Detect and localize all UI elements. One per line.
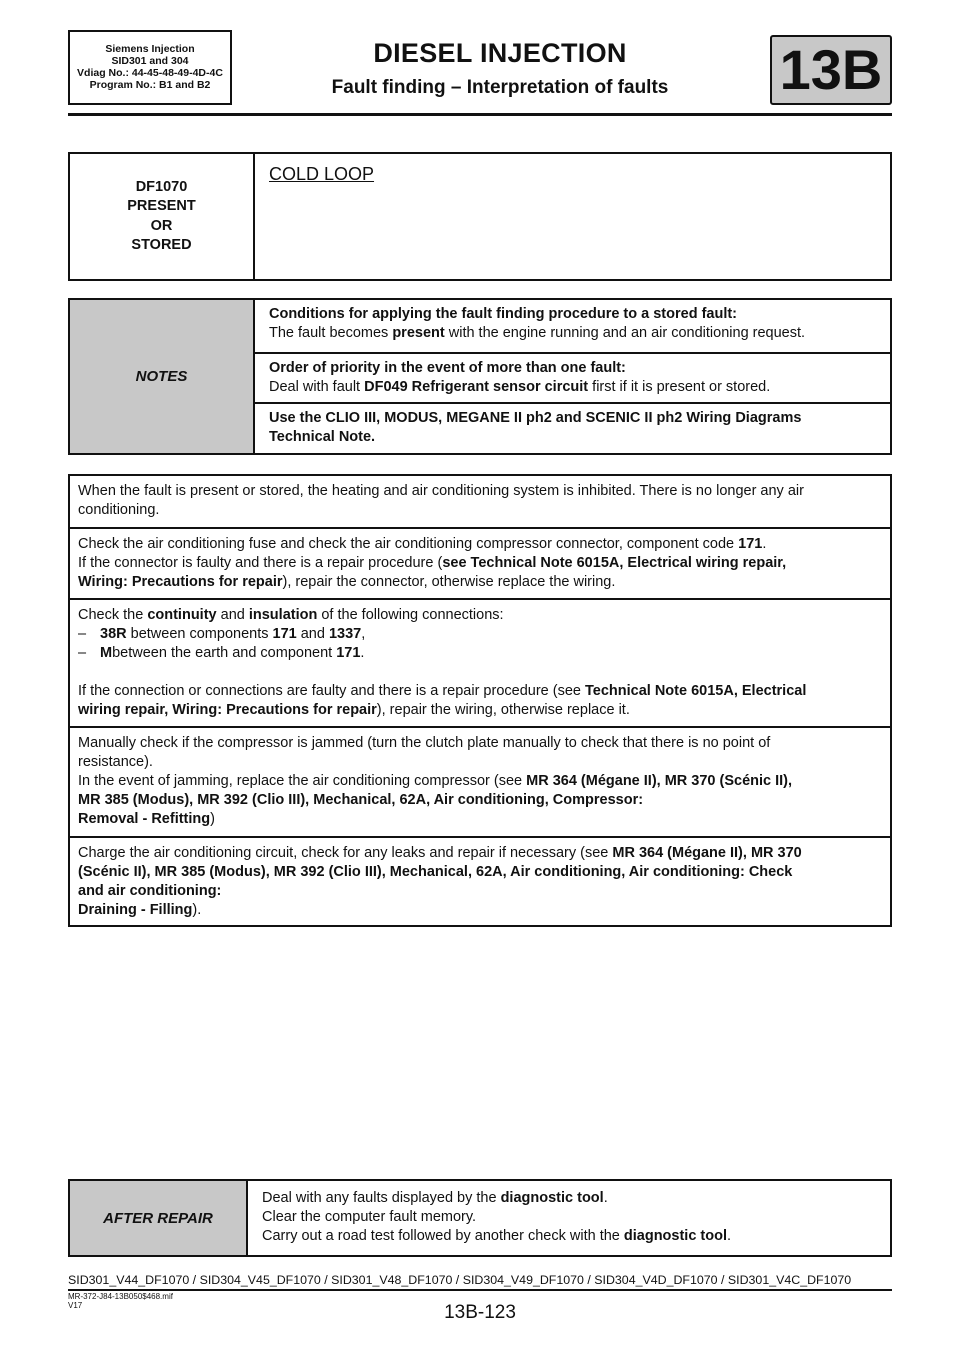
text: M — [100, 645, 113, 661]
fault-code: DF1070 — [135, 178, 188, 195]
header-info-box — [68, 30, 232, 105]
text: 38R — [100, 626, 127, 642]
page-subtitle: Fault finding – Interpretation of faults — [331, 77, 669, 98]
notes-heading: Order of priority in the event of more than one fault: — [269, 360, 626, 376]
fault-status: STORED — [131, 237, 192, 253]
text: see Technical Note 6015A, Electrical wiring repair, — [442, 555, 787, 571]
text: ), repair the wiring, otherwise replace it. — [376, 702, 630, 718]
text: , — [361, 626, 366, 642]
text: conditioning. — [78, 502, 160, 518]
text: insulation — [248, 607, 318, 623]
fault-status-cell — [70, 154, 255, 279]
text: 171 — [336, 645, 361, 661]
header-info-line: Vdiag No.: 44-45-48-49-4D-4C — [77, 67, 223, 79]
text: and air conditioning: — [78, 883, 222, 899]
notes-row — [255, 300, 890, 352]
text: Charge the air conditioning circuit, check for any leaks and repair if necessary (see — [78, 845, 613, 861]
text: Technical Note. — [269, 429, 376, 445]
header-info-line: Program No.: B1 and B2 — [89, 79, 211, 91]
text: MR 364 (Mégane II), MR 370 — [612, 845, 802, 861]
footer-references: SID301_V44_DF1070 / SID304_V45_DF1070 / SID301_V48_DF1070 / SID304_V49_DF1070 / SID304_V4D_DF1070 / SID301_V4C_DF1070 — [68, 1273, 852, 1287]
text: Deal with any faults displayed by the — [262, 1190, 501, 1206]
text: 171 — [738, 536, 763, 552]
text: 171 — [272, 626, 297, 642]
page-number: 13B-123 — [444, 1302, 516, 1323]
header-divider — [68, 113, 892, 116]
fault-title: COLD LOOP — [269, 164, 375, 184]
text: . — [727, 1228, 732, 1244]
text: If the connector is faulty and there is a repair procedure ( — [78, 555, 443, 571]
section-code-badge: 13B — [770, 35, 892, 105]
notes-content — [255, 300, 890, 453]
text: . — [603, 1190, 608, 1206]
text: If the connection or connections are faulty and there is a repair procedure (see — [78, 683, 585, 699]
fault-status: PRESENT — [127, 198, 196, 214]
page-title: DIESEL INJECTION — [373, 38, 627, 68]
text: diagnostic tool — [500, 1190, 604, 1206]
procedure-block — [68, 474, 892, 927]
procedure-step — [70, 836, 890, 925]
text: . — [360, 645, 365, 661]
procedure-step — [70, 598, 890, 726]
fault-status: OR — [150, 217, 173, 234]
text: Check the — [78, 607, 148, 623]
text: Draining - Filling — [78, 902, 193, 918]
list-dash: – — [78, 645, 87, 661]
text: and — [216, 607, 249, 623]
text: Carry out a road test followed by another check with the — [262, 1228, 624, 1244]
after-repair-label: AFTER REPAIR — [70, 1181, 248, 1255]
text: Check the air conditioning fuse and check the air conditioning compressor connector, component code — [78, 536, 739, 552]
text: diagnostic tool — [623, 1228, 727, 1244]
text: MR 385 (Modus), MR 392 (Clio III), Mechanical, 62A, Air conditioning, Compressor: — [78, 792, 644, 808]
text: Technical Note 6015A, Electrical — [585, 683, 807, 699]
text: ), repair the connector, otherwise replace the wiring. — [282, 574, 616, 590]
notes-label: NOTES — [70, 300, 255, 453]
text: Clear the computer fault memory. — [262, 1209, 477, 1225]
header-info-line: SID301 and 304 — [111, 55, 189, 67]
text: . — [762, 536, 767, 552]
text: Manually check if the compressor is jammed (turn the clutch plate manually to check that there is no point of — [78, 735, 771, 751]
text: present — [392, 325, 445, 341]
text: MR 364 (Mégane II), MR 370 (Scénic II), — [526, 773, 793, 789]
procedure-step — [70, 527, 890, 598]
text: wiring repair, Wiring: Precautions for repair — [78, 702, 377, 718]
after-repair-block — [68, 1179, 892, 1257]
list-dash: – — [78, 626, 87, 642]
notes-block — [68, 298, 892, 455]
text: When the fault is present or stored, the heating and air conditioning system is inhibited. There is no longer any air — [78, 483, 804, 499]
text: Removal - Refitting — [78, 811, 211, 827]
notes-row — [255, 352, 890, 402]
text: (Scénic II), MR 385 (Modus), MR 392 (Clio III), Mechanical, 62A, Air conditioning, Air conditioning: Check — [78, 864, 793, 880]
text: Deal with fault — [269, 379, 365, 395]
text: continuity — [147, 607, 217, 623]
text: Use the CLIO III, MODUS, MEGANE II ph2 and SCENIC II ph2 Wiring Diagrams — [269, 410, 802, 426]
after-repair-content — [262, 1189, 882, 1246]
text: between the earth and component — [112, 645, 337, 661]
footer-divider — [68, 1289, 892, 1291]
text: of the following connections: — [317, 607, 504, 623]
footer-file-name: MR-372-J84-13B050$468.mif — [68, 1292, 173, 1301]
text: ). — [192, 902, 202, 918]
notes-row — [255, 402, 890, 453]
text: DF049 Refrigerant sensor circuit — [364, 379, 589, 395]
text: 1337 — [328, 626, 362, 642]
text: between components — [126, 626, 273, 642]
text: and — [296, 626, 329, 642]
text: first if it is present or stored. — [588, 379, 771, 395]
procedure-step — [70, 476, 890, 527]
text: ) — [210, 811, 215, 827]
text: The fault becomes — [269, 325, 393, 341]
procedure-step — [70, 726, 890, 836]
notes-heading: Conditions for applying the fault finding procedure to a stored fault: — [269, 306, 738, 322]
fault-block — [68, 152, 892, 281]
text: resistance). — [78, 754, 153, 770]
text: In the event of jamming, replace the air conditioning compressor (see — [78, 773, 527, 789]
text: with the engine running and an air conditioning request. — [444, 325, 806, 341]
header-info-line: Siemens Injection — [105, 43, 195, 55]
footer-version: V17 — [68, 1301, 83, 1310]
text: Wiring: Precautions for repair — [78, 574, 283, 590]
